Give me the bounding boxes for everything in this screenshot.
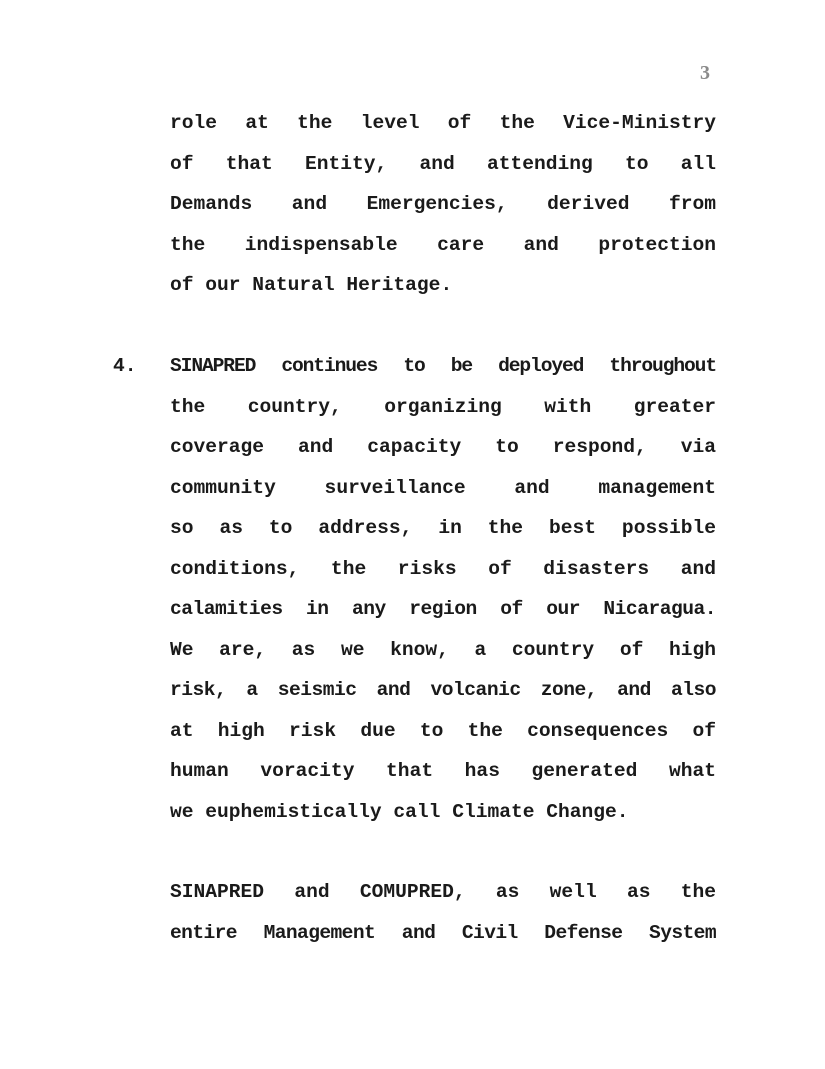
text-line: role at the level of the Vice-Ministry [170, 112, 716, 134]
text-line: Demands and Emergencies, derived from [170, 193, 716, 215]
text-line: conditions, the risks of disasters and [170, 557, 716, 580]
text-line: calamities in any region of our Nicaragua. [170, 598, 716, 620]
text-line: community surveillance and management [170, 476, 716, 499]
list-marker: 4. [113, 355, 137, 377]
text-line: human voracity that has generated what [170, 760, 716, 782]
text-line: the country, organizing with greater [170, 395, 716, 418]
text-line: coverage and capacity to respond, via [170, 436, 716, 458]
paragraph-item-4 [170, 346, 716, 832]
text-line: SINAPRED continues to be deployed throughout [170, 355, 716, 377]
text-line: at high risk due to the consequences of [170, 719, 716, 742]
text-line: We are, as we know, a country of high [170, 638, 716, 661]
text-line: we euphemistically call Climate Change. [170, 800, 629, 823]
paragraph-continuation [170, 103, 716, 306]
page-number: 3 [700, 62, 710, 84]
paragraph-sinapred-comupred [170, 872, 716, 953]
text-line: of that Entity, and attending to all [170, 152, 716, 175]
text-line: the indispensable care and protection [170, 233, 716, 256]
text-line: risk, a seismic and volcanic zone, and also [170, 679, 716, 701]
text-line: of our Natural Heritage. [170, 274, 453, 296]
text-line: SINAPRED and COMUPRED, as well as the [170, 881, 716, 903]
text-line: entire Management and Civil Defense System [170, 921, 716, 944]
text-line: so as to address, in the best possible [170, 517, 716, 539]
